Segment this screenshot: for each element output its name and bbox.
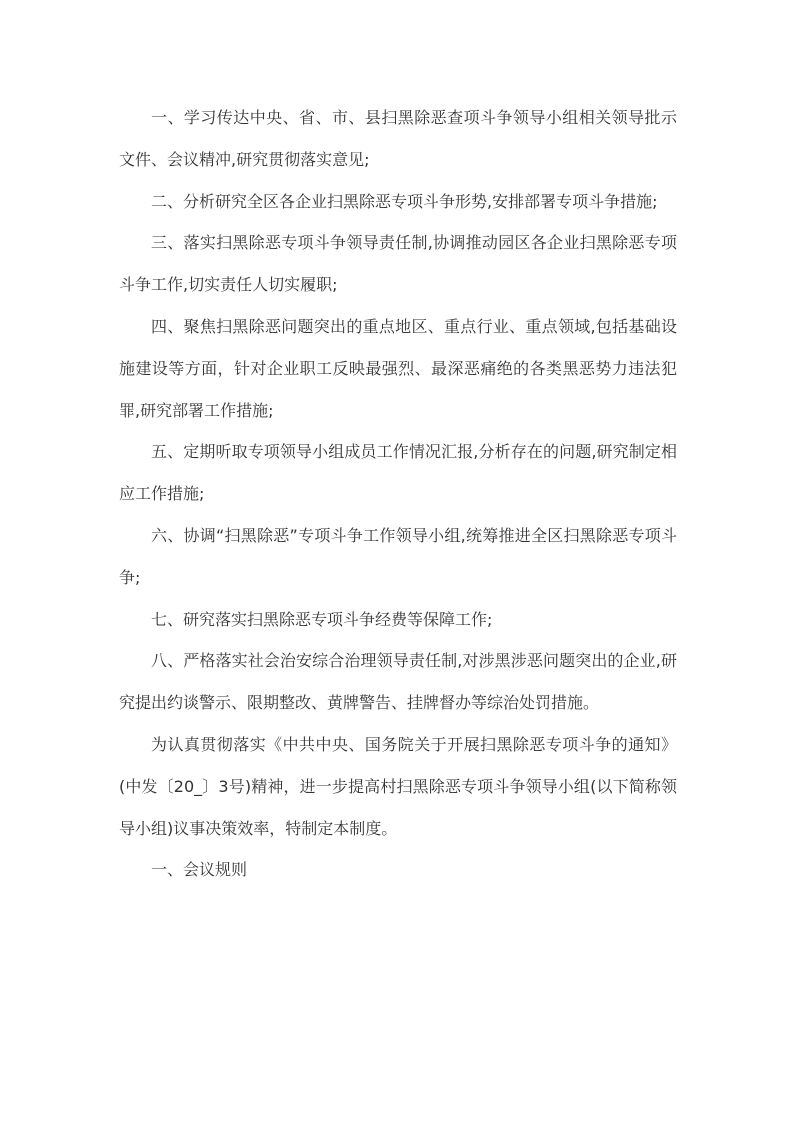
paragraph-1: 一、学习传达中央、省、市、县扫黑除恶查项斗争领导小组相关领导批示文件、会议精冲,研究贯彻落实意见; bbox=[119, 108, 677, 169]
paragraph-9: 为认真贯彻落实《中共中央、国务院关于开展扫黑除恶专项斗争的通知》(中发〔20_〕3号)精神，进一步提高村扫黑除恶专项斗争领导小组(以下简称领导小组)议事决策效率，特制定本制度。 bbox=[119, 734, 677, 838]
paragraph-7: 七、研究落实扫黑除恶专项斗争经费等保障工作; bbox=[151, 609, 493, 629]
paragraph-6: 六、协调“扫黑除恶”专项斗争工作领导小组,统筹推进全区扫黑除恶专项斗争; bbox=[119, 525, 677, 587]
section-heading: 一、会议规则 bbox=[151, 860, 248, 880]
paragraph-5: 五、定期听取专项领导小组成员工作情况汇报,分析存在的问题,研究制定相应工作措施; bbox=[119, 442, 677, 504]
document-body bbox=[119, 97, 677, 891]
paragraph-2: 二、分析研究全区各企业扫黑除恶专项斗争形势,安排部署专项斗争措施; bbox=[151, 191, 658, 211]
paragraph-4: 四、聚焦扫黑除恶问题突出的重点地区、重点行业、重点领域,包括基础设施建设等方面，针对企业职工反映最强烈、最深恶痛绝的各类黑恶势力违法犯罪,研究部署工作措施; bbox=[119, 316, 677, 420]
paragraph-3: 三、落实扫黑除恶专项斗争领导责任制,协调推动园区各企业扫黑除恶专项斗争工作,切实责任人切实履职; bbox=[119, 233, 677, 295]
paragraph-8: 八、严格落实社会治安综合治理领导责任制,对涉黑涉恶问题突出的企业,研究提出约谈警示、限期整改、黄牌警告、挂牌督办等综治处罚措施。 bbox=[119, 651, 677, 713]
